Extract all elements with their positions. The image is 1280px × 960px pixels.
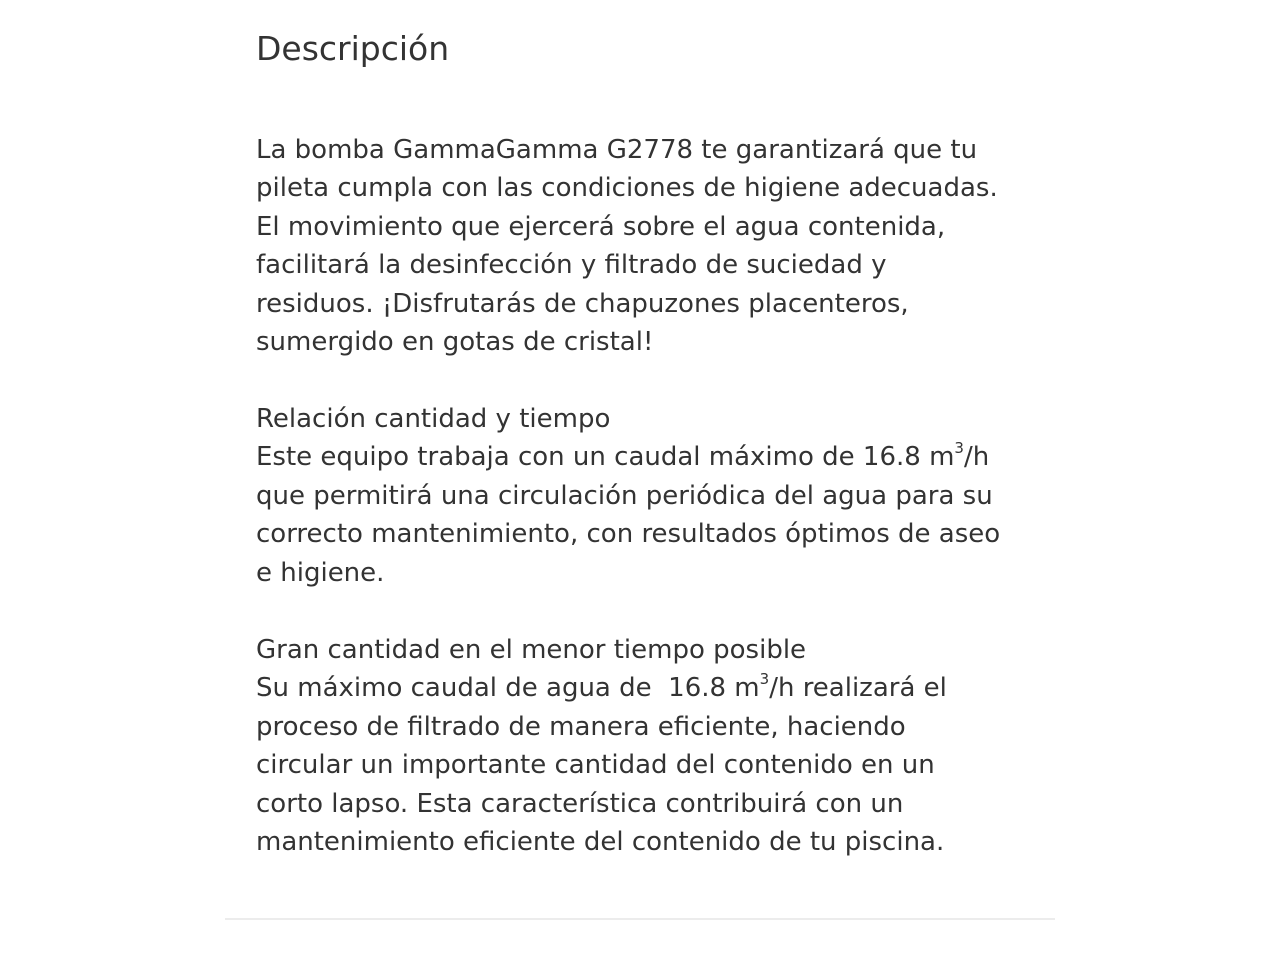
flow-rate-unit: /h (963, 442, 990, 473)
section-line: que permitirá una circulación periódica del agua para su (256, 480, 993, 511)
description-intro-paragraph (256, 131, 1056, 361)
section-quantity-time (256, 400, 1056, 592)
intro-line: El movimiento que ejercerá sobre el agua contenida, (256, 211, 946, 242)
description-title: Descripción (256, 29, 450, 68)
flow-rate-line (256, 669, 1056, 707)
cubic-superscript: 3 (759, 669, 770, 688)
section-heading: Gran cantidad en el menor tiempo posible (256, 635, 807, 665)
intro-line: pileta cumpla con las condiciones de higiene adecuadas. (256, 173, 998, 204)
section-line: proceso de filtrado de manera eficiente, haciendo (256, 711, 906, 742)
section-line: e higiene. (256, 557, 385, 588)
section-large-quantity (256, 631, 1056, 861)
flow-rate-line (256, 438, 1056, 476)
flow-rate-text: Este equipo trabaja con un caudal máximo de 16.8 m (256, 442, 955, 473)
section-line: correcto mantenimiento, con resultados óptimos de aseo (256, 519, 1001, 550)
section-line: corto lapso. Esta característica contribuirá con un (256, 788, 904, 819)
flow-rate-text: Su máximo caudal de agua de 16.8 m (256, 673, 760, 704)
intro-line: residuos. ¡Disfrutarás de chapuzones placenteros, (256, 288, 909, 319)
section-divider (225, 918, 1055, 920)
flow-rate-unit: /h realizará el (769, 673, 947, 704)
cubic-superscript: 3 (954, 438, 964, 457)
intro-line: sumergido en gotas de cristal! (256, 327, 654, 358)
section-heading: Relación cantidad y tiempo (256, 404, 611, 434)
intro-line: facilitará la desinfección y filtrado de suciedad y (256, 250, 887, 281)
intro-line: La bomba GammaGamma G2778 te garantizará que tu (256, 135, 978, 165)
section-line: circular un importante cantidad del contenido en un (256, 750, 935, 781)
section-line: mantenimiento eficiente del contenido de tu piscina. (256, 827, 945, 858)
